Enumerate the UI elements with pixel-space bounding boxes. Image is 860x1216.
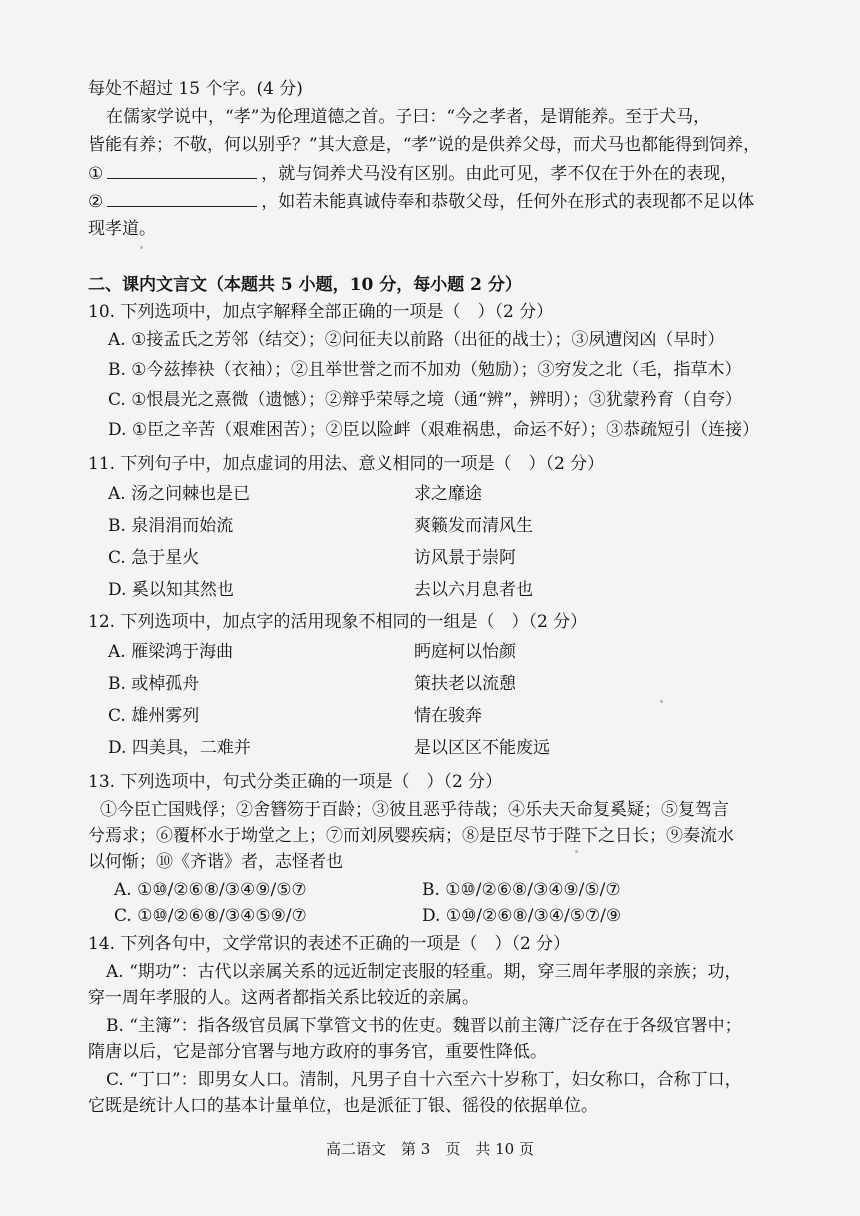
q14-option-a-2: 穿一周年孝服的人。这两者都指关系比较近的亲属。 xyxy=(88,988,479,1008)
page-footer: 高二语文 第 3 页 共 10 页 xyxy=(326,1140,534,1158)
q13-option-d: D. ①⑩/②⑥⑧/③④/⑤⑦/⑨ xyxy=(422,906,622,926)
q11-d-left: D. 奚以知其然也 xyxy=(108,580,234,600)
q12-a-right: 眄庭柯以怡颜 xyxy=(414,642,516,662)
passage-line-1: 在儒家学说中，“孝”为伦理道德之首。子曰：“今之孝者，是谓能养。至于犬马， xyxy=(106,107,711,127)
q12-c-right: 情在骏奔 xyxy=(414,706,482,726)
q10-option-c: C. ①恨晨光之熹微（遗憾）；②辩乎荣辱之境（通“辨”，辨明）；③犹蒙矜育（自夸） xyxy=(108,390,742,410)
q11-d-right: 去以六月息者也 xyxy=(414,580,533,600)
passage-line-5: 现孝道。 xyxy=(88,219,156,239)
q11-b-right: 爽籁发而清风生 xyxy=(414,516,533,536)
q10-option-b: B. ①今兹捧袂（衣袖）；②且举世誉之而不加劝（勉励）；③穷发之北（毛，指草木） xyxy=(108,360,742,380)
q11-a-left: A. 汤之问棘也是已 xyxy=(108,484,251,504)
q12-a-left: A. 雁梁鸿于海曲 xyxy=(108,642,234,662)
q12-stem: 12. 下列选项中，加点字的活用现象不相同的一组是（ ）（2 分） xyxy=(88,612,588,632)
scan-speck xyxy=(660,700,663,703)
q14-option-a-1: A. “期功”：古代以亲属关系的远近制定丧服的轻重。期，穿三周年孝服的亲族；功， xyxy=(106,962,742,982)
passage-line-4-text: ，如若未能真诚侍奉和恭敬父母，任何外在形式的表现都不足以体 xyxy=(261,192,755,212)
q12-b-right: 策扶老以流憩 xyxy=(414,674,516,694)
passage-line-3-text: ，就与饲养犬马没有区别。由此可见，孝不仅在于外在的表现， xyxy=(261,164,738,184)
q13-stem: 13. 下列选项中，句式分类正确的一项是（ ）（2 分） xyxy=(88,772,503,792)
q13-sentences-1: ①今臣亡国贱俘；②舍簪笏于百龄；③彼且恶乎待哉；④乐夫天命复奚疑；⑤复驾言 xyxy=(100,800,729,820)
q10-option-d: D. ①臣之辛苦（艰难困苦）；②臣以险衅（艰难祸患，命运不好）；③恭疏短引（连接） xyxy=(108,420,760,440)
scan-speck xyxy=(140,246,143,249)
passage-line-0: 每处不超过 15 个字。(4 分) xyxy=(88,79,303,99)
q14-option-b-1: B. “主簿”：指各级官员属下掌管文书的佐吏。魏晋以前主簿广泛存在于各级官署中； xyxy=(106,1016,742,1036)
q14-option-c-1: C. “丁口”：即男女人口。清制，凡男子自十六至六十岁称丁，妇女称口，合称丁口， xyxy=(106,1070,742,1090)
q11-stem: 11. 下列句子中，加点虚词的用法、意义相同的一项是（ ）（2 分） xyxy=(88,454,605,474)
q11-b-left: B. 泉涓涓而始流 xyxy=(108,516,234,536)
q11-c-right: 访风景于崇阿 xyxy=(414,548,516,568)
q13-option-a: A. ①⑩/②⑥⑧/③④⑨/⑤⑦ xyxy=(114,880,307,900)
q12-d-right: 是以区区不能废远 xyxy=(414,738,550,758)
passage-line-4 xyxy=(88,190,860,213)
blank-2[interactable] xyxy=(107,190,257,207)
q13-option-b: B. ①⑩/②⑥⑧/③④⑨/⑤/⑦ xyxy=(422,880,621,900)
passage-line-3 xyxy=(88,162,860,185)
q14-option-c-2: 它既是统计人口的基本计量单位，也是派征丁银、徭役的依据单位。 xyxy=(88,1096,598,1116)
q12-b-left: B. 或棹孤舟 xyxy=(108,674,200,694)
blank-2-number: ② xyxy=(88,192,104,212)
q10-option-a: A. ①接孟氏之芳邻（结交）；②问征夫以前路（出征的战士）；③夙遭闵凶（早时） xyxy=(108,330,725,350)
blank-1[interactable] xyxy=(107,162,257,179)
section-2-title: 二、课内文言文（本题共 5 小题，10 分，每小题 2 分） xyxy=(88,275,522,295)
q13-sentences-2: 兮焉求；⑥覆杯水于坳堂之上；⑦而刘夙婴疾病；⑧是臣尽节于陛下之日长；⑨奏流水 xyxy=(88,826,734,846)
q14-stem: 14. 下列各句中，文学常识的表述不正确的一项是（ ）（2 分） xyxy=(88,934,571,954)
passage-line-2: 皆能有养；不敬，何以别乎？”其大意是，“孝”说的是供养父母，而犬马也都能得到饲养， xyxy=(88,135,761,155)
q13-option-c: C. ①⑩/②⑥⑧/③④⑤⑨/⑦ xyxy=(114,906,307,926)
q10-stem: 10. 下列选项中，加点字解释全部正确的一项是（ ）（2 分） xyxy=(88,302,554,322)
q12-c-left: C. 雄州雾列 xyxy=(108,706,200,726)
q11-a-right: 求之靡途 xyxy=(414,484,482,504)
blank-1-number: ① xyxy=(88,164,104,184)
q14-option-b-2: 隋唐以后，它是部分官署与地方政府的事务官，重要性降低。 xyxy=(88,1042,547,1062)
q13-sentences-3: 以何惭；⑩《齐谐》者，志怪者也 xyxy=(88,852,343,872)
scan-speck xyxy=(575,850,578,853)
q12-d-left: D. 四美具，二难并 xyxy=(108,738,251,758)
q11-c-left: C. 急于星火 xyxy=(108,548,200,568)
